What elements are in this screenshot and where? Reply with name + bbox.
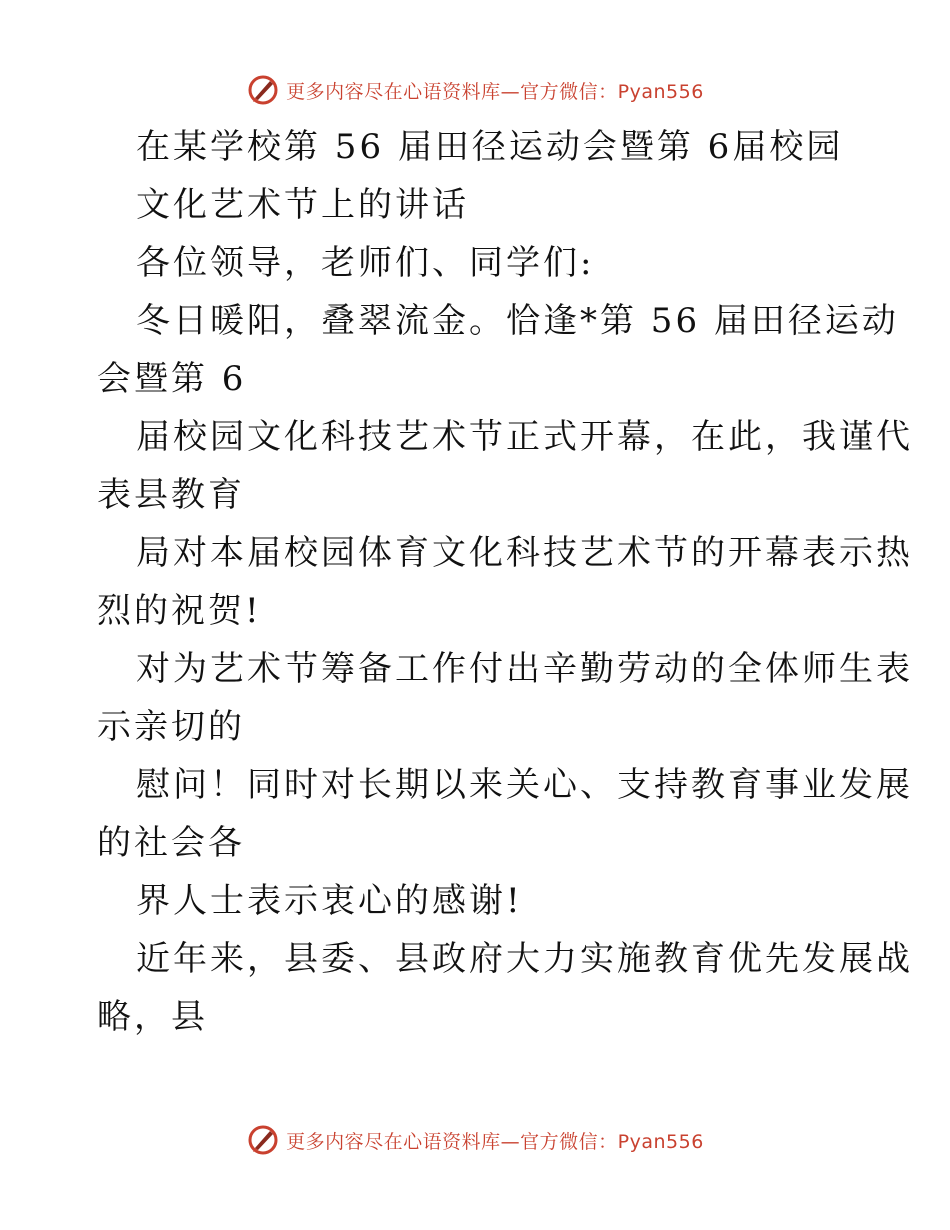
paragraph-line: 会暨第 6	[97, 359, 247, 399]
paragraph-line: 的社会各	[97, 823, 245, 863]
title-line-1: 在某学校第 56 届田径运动会暨第 6届校园	[136, 127, 844, 167]
watermark-text: 更多内容尽在心语资料库—官方微信：Pyan556	[286, 1130, 704, 1153]
document-body	[0, 118, 950, 1046]
title-line-2: 文化艺术节上的讲话	[136, 185, 469, 225]
paragraph-line: 对为艺术节筹备工作付出辛勤劳动的全体师生表	[136, 649, 913, 689]
header-watermark	[0, 70, 950, 110]
paragraph-line: 示亲切的	[97, 707, 245, 747]
pen-circle-logo-icon	[246, 73, 280, 107]
salutation: 各位领导，老师们、同学们:	[136, 243, 595, 283]
paragraph-line: 表县教育	[97, 475, 245, 515]
watermark-text: 更多内容尽在心语资料库—官方微信：Pyan556	[286, 80, 704, 103]
footer-watermark	[0, 1120, 950, 1160]
paragraph-line: 近年来，县委、县政府大力实施教育优先发展战	[136, 939, 913, 979]
pen-circle-logo-icon	[246, 1123, 280, 1157]
paragraph-line: 界人士表示衷心的感谢!	[136, 881, 523, 921]
paragraph-line: 局对本届校园体育文化科技艺术节的开幕表示热	[136, 533, 913, 573]
paragraph-line: 届校园文化科技艺术节正式开幕，在此，我谨代	[136, 417, 913, 457]
paragraph-line: 烈的祝贺!	[97, 591, 262, 631]
paragraph-line: 略，县	[97, 997, 208, 1037]
paragraph-line: 慰问！同时对长期以来关心、支持教育事业发展	[136, 765, 913, 805]
paragraph-line: 冬日暖阳，叠翠流金。恰逢*第 56 届田径运动	[136, 301, 899, 341]
